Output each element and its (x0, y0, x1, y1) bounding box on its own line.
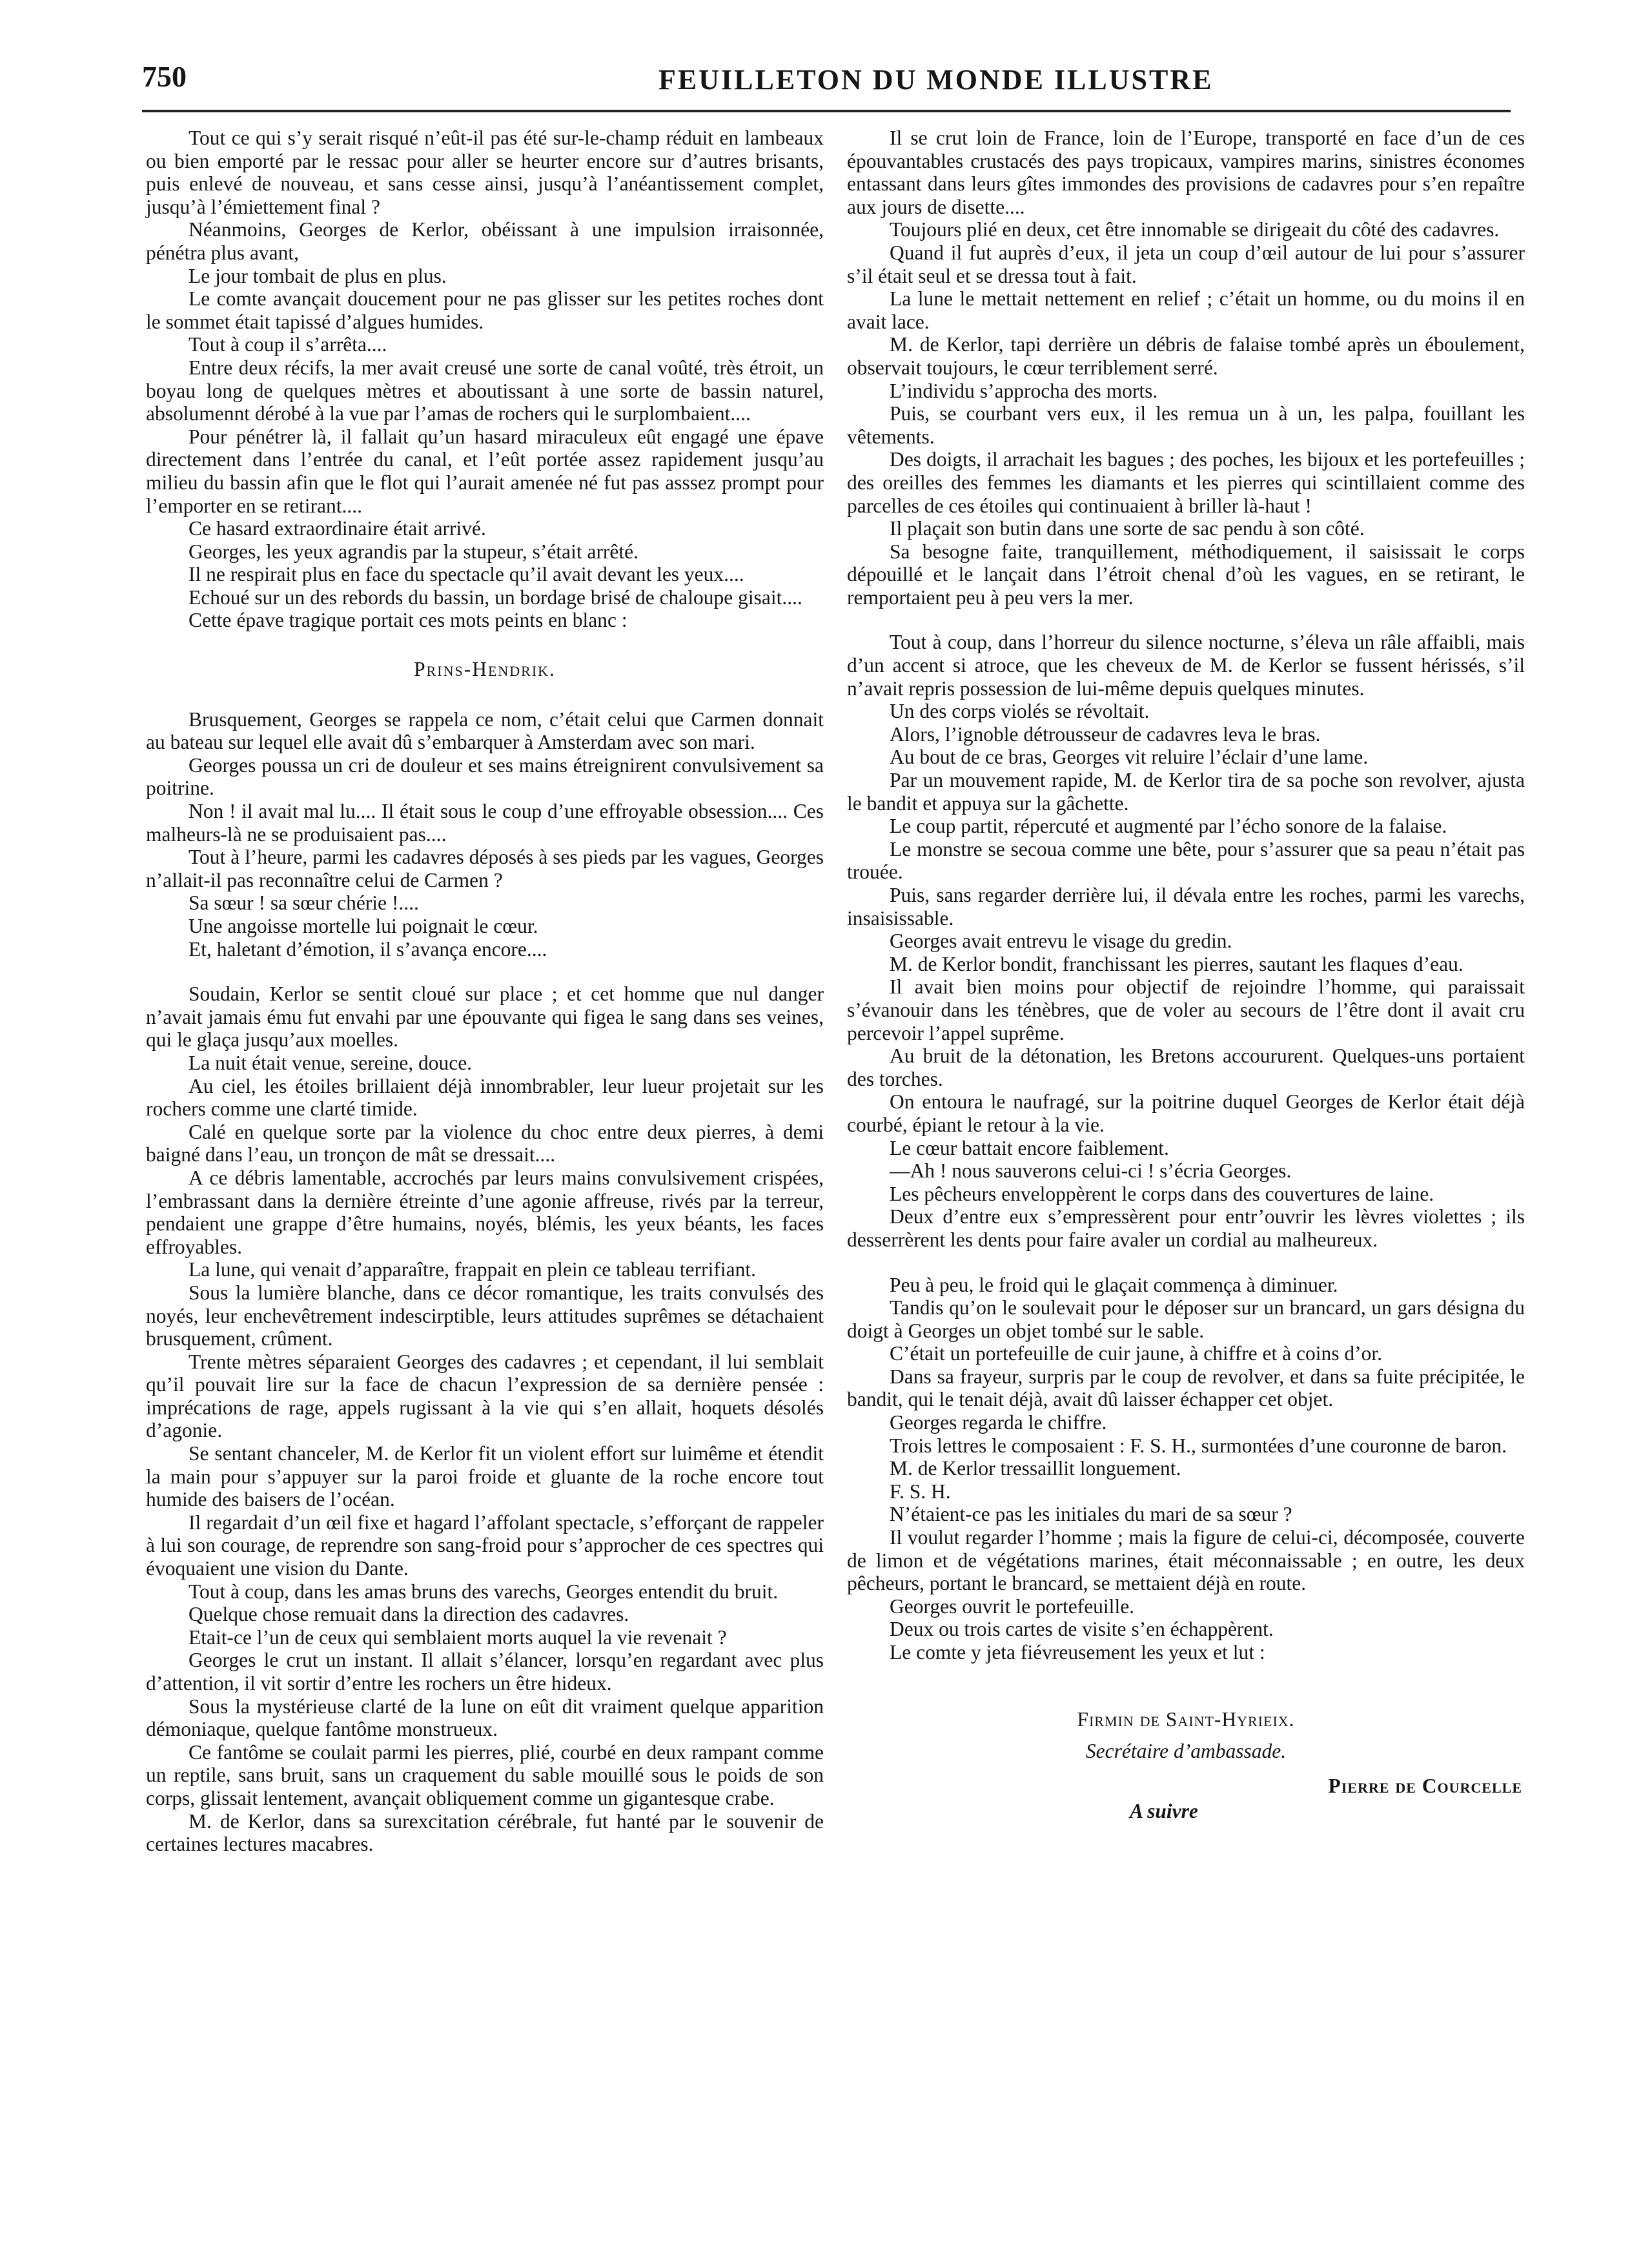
paragraph: Puis, se courbant vers eux, il les remua un à un, les palpa, fouillant les vêtements. (847, 402, 1525, 448)
paragraph: F. S. H. (890, 1480, 951, 1503)
paragraph: N’étaient-ce pas les initiales du mari de sa sœur ? (890, 1503, 1292, 1526)
paragraph: La lune le mettait nettement en relief ; c’était un homme, ou du moins il en avait lace. (847, 287, 1525, 333)
paragraph: Alors, l’ignoble détrousseur de cadavres leva le bras. (890, 722, 1321, 746)
paragraph: —Ah ! nous sauverons celui-ci ! s’écria Georges. (890, 1159, 1292, 1183)
paragraph: L’individu s’approcha des morts. (890, 379, 1158, 402)
paragraph: Pour pénétrer là, il fallait qu’un hasard miraculeux eût engagé une épave directement dans l’entrée du canal, et l’eût portée assez rapidement jusqu’au milieu du bassin afin que le flot qui l’aurait amenée né fut pas asssez prompt pour l’emporter en se retirant.... (146, 425, 824, 517)
paragraph: C’était un portefeuille de cuir jaune, à chiffre et à coins d’or. (890, 1342, 1382, 1365)
paragraph: Echoué sur un des rebords du bassin, un bordage brisé de chaloupe gisait.... (189, 585, 802, 609)
header-rule (142, 110, 1511, 112)
paragraph: Georges avait entrevu le visage du gredin. (890, 930, 1232, 953)
paragraph: Tout à coup, dans les amas bruns des varechs, Georges entendit du bruit. (189, 1580, 779, 1603)
paragraph: Au ciel, les étoiles brillaient déjà innombrabler, leur lueur projetait sur les rochers comme une clarté timide. (146, 1074, 824, 1121)
paragraph: Au bruit de la détonation, les Bretons accoururent. Quelques-uns portaient des torches. (847, 1044, 1525, 1090)
paragraph: Georges regarda le chiffre. (890, 1411, 1107, 1434)
paragraph: Georges, les yeux agrandis par la stupeur, s’était arrêté. (189, 540, 639, 563)
paragraph: Il plaçait son butin dans une sorte de sac pendu à son côté. (890, 517, 1365, 540)
paragraph: Brusquement, Georges se rappela ce nom, c’était celui que Carmen donnait au bateau sur lequel elle avait dû s’embarquer à Amsterdam avec son mari. (146, 708, 824, 754)
running-title: FEUILLETON DU MONDE ILLUSTRE (658, 64, 1214, 96)
paragraph: Il regardait d’un œil fixe et hagard l’affolant spectacle, s’efforçant de rappeler à lui son courage, de reprendre son sang-froid pour s’approcher de ces spectres qui évoquaient une vision du Dante. (146, 1511, 824, 1580)
paragraph: Ce hasard extraordinaire était arrivé. (189, 517, 486, 540)
paragraph: Soudain, Kerlor se sentit cloué sur place ; et cet homme que nul danger n’avait jamais ému fut envahi par une épouvante qui figea le sang dans ses veines, qui le glaça jusqu’aux moelles. (146, 982, 824, 1052)
paragraph: Tout à l’heure, parmi les cadavres déposés à ses pieds par les vagues, Georges n’allait-il pas reconnaître celui de Carmen ? (146, 846, 824, 891)
paragraph: M. de Kerlor, tapi derrière un débris de falaise tombé après un éboulement, observait toujours, le cœur terriblement serré. (847, 333, 1525, 379)
paragraph: Par un mouvement rapide, M. de Kerlor tira de sa poche son revolver, ajusta le bandit et appuya sur la gâchette. (847, 769, 1525, 815)
paragraph: Le jour tombait de plus en plus. (189, 264, 447, 287)
author-signature: Pierre de Courcelle (1328, 1774, 1522, 1797)
paragraph: Tout ce qui s’y serait risqué n’eût-il pas été sur-le-champ réduit en lambeaux ou bien emporté par le ressac pour aller se heurter encore sur d’autres brisants, puis enlevé de nouveau, et sans cesse ainsi, jusqu’à l’anéantissement complet, jusqu’à l’émiettement final ? (146, 127, 824, 218)
right-column (847, 127, 1525, 1823)
paragraph: Georges le crut un instant. Il allait s’élancer, lorsqu’en regardant avec plus d’attention, il vit sortir d’entre les rochers un être hideux. (146, 1649, 824, 1695)
paragraph: Trente mètres séparaient Georges des cadavres ; et cependant, il lui semblait qu’il pouvait lire sur la face de chacun l’expression de sa dernière pensée : imprécations de rage, appels rugissant à la vie qui s’en allait, hoquets désolés d’agonie. (146, 1350, 824, 1442)
paragraph: Toujours plié en deux, cet être innomable se dirigeait du côté des cadavres. (890, 218, 1500, 241)
paragraph: Tout à coup, dans l’horreur du silence nocturne, s’éleva un râle affaibli, mais d’un accent si atroce, que les cheveux de M. de Kerlor se fussent hérissés, s’il n’avait repris possession de lui-même depuis quelques minutes. (847, 631, 1525, 700)
paragraph: Le comte avançait doucement pour ne pas glisser sur les petites roches dont le sommet était tapissé d’algues humides. (146, 287, 824, 333)
paragraph: Il se crut loin de France, loin de l’Europe, transporté en face d’un de ces épouvantables crustacés des pays tropicaux, vampires marins, sinistres économes entassant dans leurs gîtes immondes des provisions de cadavres pour s’en repaître aux jours de disette.... (847, 127, 1525, 218)
paragraph: M. de Kerlor tressaillit longuement. (890, 1457, 1181, 1480)
paragraph: Sa sœur ! sa sœur chérie !.... (189, 891, 419, 915)
paragraph: Quand il fut auprès d’eux, il jeta un coup d’œil autour de lui pour s’assurer s’il était seul et se dressa tout à fait. (847, 241, 1525, 287)
paragraph: Les pêcheurs enveloppèrent le corps dans des couvertures de laine. (890, 1182, 1434, 1205)
paragraph: Non ! il avait mal lu.... Il était sous le coup d’une effroyable obsession.... Ces malheurs-là ne se produisaient pas.... (146, 800, 824, 846)
paragraph: Au bout de ce bras, Georges vit reluire l’éclair d’une lame. (890, 746, 1369, 769)
ship-name-heading: Prins-Hendrik. (414, 658, 556, 681)
paragraph: Sous la mystérieuse clarté de la lune on eût dit vraiment quelque apparition démoniaque, quelque fantôme monstrueux. (146, 1695, 824, 1741)
business-card-title: Secrétaire d’ambassade. (1085, 1740, 1287, 1763)
paragraph: Etait-ce l’un de ceux qui semblaient morts auquel la vie revenait ? (189, 1625, 727, 1649)
paragraph: Trois lettres le composaient : F. S. H., surmontées d’une couronne de baron. (890, 1434, 1507, 1457)
paragraph: Sa besogne faite, tranquillement, méthodiquement, il saisissait le corps dépouillé et le lançait dans l’étroit chenal d’où les vagues, en se retirant, le remportaient peu à peu vers la mer. (847, 540, 1525, 609)
paragraph: Tout à coup il s’arrêta.... (189, 333, 387, 356)
paragraph: La nuit était venue, sereine, douce. (189, 1051, 473, 1074)
paragraph: Le monstre se secoua comme une bête, pour s’assurer que sa peau n’était pas trouée. (847, 837, 1525, 884)
paragraph: Un des corps violés se révoltait. (890, 700, 1150, 723)
paragraph: Dans sa frayeur, surpris par le coup de revolver, et dans sa fuite précipitée, le bandit, qui le tenait déjà, avait dû laisser échapper cet objet. (847, 1365, 1525, 1411)
paragraph: Se sentant chanceler, M. de Kerlor fit un violent effort sur luimême et étendit la main pour s’appuyer sur la paroi froide et gluante de la roche encore tout humide des baisers de l’océan. (146, 1442, 824, 1511)
paragraph: Il voulut regarder l’homme ; mais la figure de celui-ci, décomposée, couverte de limon et de végétations marines, était méconnaissable ; en outre, les deux pêcheurs, portant le brancard, se mettaient déjà en route. (847, 1526, 1525, 1595)
paragraph: Calé en quelque sorte par la violence du choc entre deux pierres, à demi baigné dans l’eau, un tronçon de mât se dressait.... (146, 1120, 824, 1166)
paragraph: Le cœur battait encore faiblement. (890, 1136, 1169, 1159)
paragraph: On entoura le naufragé, sur la poitrine duquel Georges de Kerlor était déjà courbé, épiant le retour à la vie. (847, 1090, 1525, 1136)
paragraph: Cette épave tragique portait ces mots peints en blanc : (189, 609, 627, 632)
paragraph: Tandis qu’on le soulevait pour le déposer sur un brancard, un gars désigna du doigt à Georges un objet tombé sur le sable. (847, 1296, 1525, 1342)
paragraph: Sous la lumière blanche, dans ce décor romantique, les traits convulsés des noyés, leur enchevêtrement indescirptible, leurs attitudes suprêmes se détachaient brusquement, crûment. (146, 1281, 824, 1350)
page-number: 750 (142, 60, 187, 93)
paragraph: Entre deux récifs, la mer avait creusé une sorte de canal voûté, très étroit, un boyau long de quelques mètres et aboutissant à une sorte de bassin naturel, absolumennt dérobé à la vue par l’amas de rochers qui le surplombaient.... (146, 356, 824, 425)
paragraph: Une angoisse mortelle lui poignait le cœur. (189, 915, 538, 937)
paragraph: M. de Kerlor bondit, franchissant les pierres, sautant les flaques d’eau. (890, 952, 1463, 975)
paragraph: La lune, qui venait d’apparaître, frappait en plein ce tableau terrifiant. (189, 1258, 756, 1281)
paragraph: Des doigts, il arrachait les bagues ; des poches, les bijoux et les portefeuilles ; des oreilles des femmes les diamants et les pierres qui scintillaient comme des parcelles de ces étoiles qui continuaient à briller là-haut ! (847, 448, 1525, 517)
paragraph: Il avait bien moins pour objectif de rejoindre l’homme, qui paraissait s’évanouir dans les ténèbres, que de voler au secours de l’être dont il avait cru percevoir l’appel suprême. (847, 975, 1525, 1044)
paragraph: M. de Kerlor, dans sa surexcitation cérébrale, fut hanté par le souvenir de certaines lectures macabres. (146, 1809, 824, 1856)
paragraph: Ce fantôme se coulait parmi les pierres, plié, courbé en deux rampant comme un reptile, sans bruit, sans un craquement du sable mouillé sous le poids de son corps, glissait lentement, avançait obliquement comme un gigantesque crabe. (146, 1740, 824, 1809)
paragraph: Deux d’entre eux s’empressèrent pour entr’ouvrir les lèvres violettes ; ils desserrèrent les dents pour faire avaler un cordial au malheureux. (847, 1205, 1525, 1251)
business-card-name: Firmin de Saint-Hyrieix. (1077, 1707, 1295, 1731)
paragraph: Georges poussa un cri de douleur et ses mains étreignirent convulsivement sa poitrine. (146, 753, 824, 800)
to-be-continued: A suivre (1130, 1800, 1198, 1823)
paragraph: Quelque chose remuait dans la direction des cadavres. (189, 1603, 629, 1626)
paragraph: Peu à peu, le froid qui le glaçait commença à diminuer. (890, 1273, 1338, 1296)
left-column (146, 127, 824, 1856)
paragraph: Néanmoins, Georges de Kerlor, obéissant à une impulsion irraisonnée, pénétra plus avant, (146, 218, 824, 264)
paragraph: Et, haletant d’émotion, il s’avança encore.... (189, 937, 547, 961)
paragraph: Le comte y jeta fiévreusement les yeux et lut : (890, 1641, 1265, 1664)
paragraph: A ce débris lamentable, accrochés par leurs mains convulsivement crispées, l’embrassant dans la dernière étreinte d’une agonie affreuse, rivés par la terreur, pendaient une grappe d’être humains, noyés, blémis, les yeux béants, les faces effroyables. (146, 1166, 824, 1258)
paragraph: Le coup partit, répercuté et augmenté par l’écho sonore de la falaise. (890, 815, 1447, 838)
paragraph: Georges ouvrit le portefeuille. (890, 1594, 1135, 1618)
paragraph: Deux ou trois cartes de visite s’en échappèrent. (890, 1618, 1274, 1641)
paragraph: Il ne respirait plus en face du spectacle qu’il avait devant les yeux.... (189, 563, 744, 586)
paragraph: Puis, sans regarder derrière lui, il dévala entre les roches, parmi les varechs, insaisissable. (847, 884, 1525, 930)
